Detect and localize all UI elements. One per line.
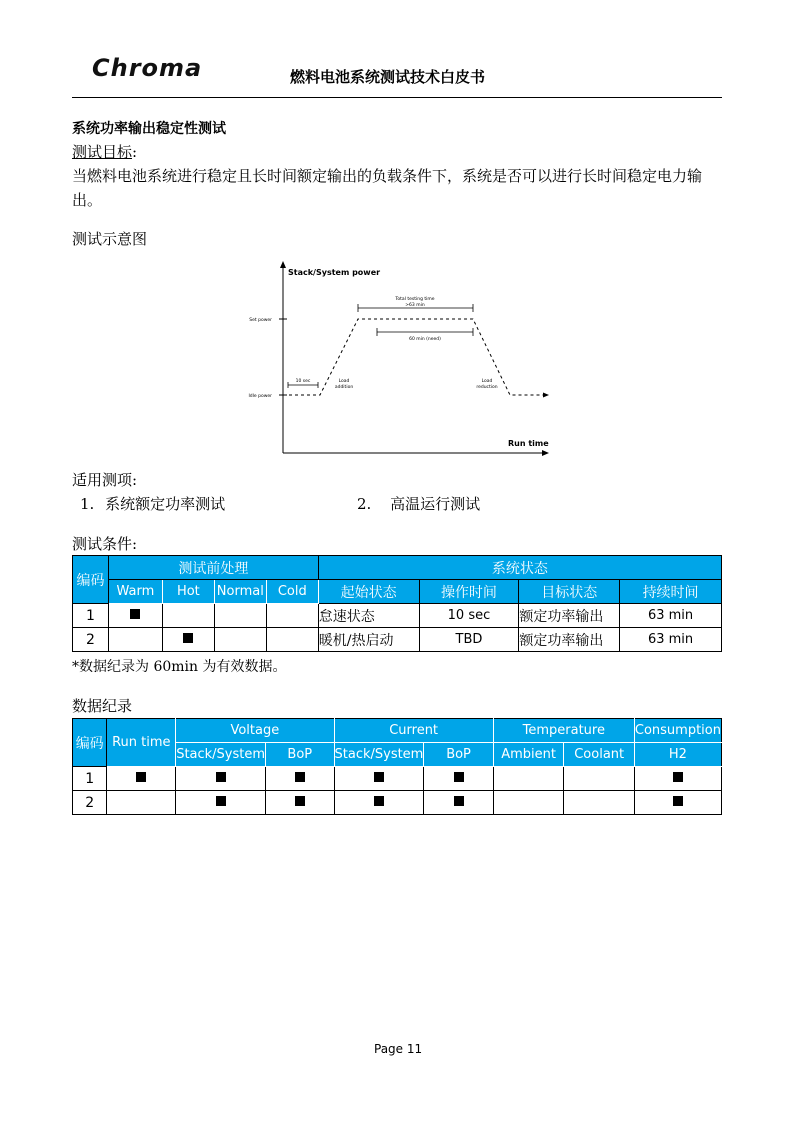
mark-cell [107,767,176,791]
mark-cell [214,628,266,652]
col-voltage-bop: BoP [266,743,334,767]
row-id: 2 [73,628,109,652]
col-runtime-header: Run time [107,719,176,767]
table-row [73,604,722,628]
mark-cell [107,791,176,815]
applicable-item-1 [80,493,225,514]
total-time-label-1: Total testing time [395,297,435,302]
section-title: 系统功率输出稳定性测试 [72,121,226,137]
col-current-stack: Stack/System [334,743,424,767]
mark-cell [424,791,493,815]
col-id-header: 编码 [73,556,109,604]
check-square-icon [216,796,226,806]
mark-cell [162,604,214,628]
col-start-state: 起始状态 [318,580,419,604]
mark-cell [564,791,634,815]
diagram-label: 测试示意图 [72,230,148,248]
document-title: 燃料电池系统测试技术白皮书 [290,68,486,86]
duration-cell: 63 min [620,604,722,628]
row-id: 2 [73,791,107,815]
check-square-icon [136,772,146,782]
mark-cell [162,628,214,652]
mark-cell [493,791,564,815]
set-power-label: Set power [249,318,272,323]
consumption-header: Consumption [634,719,721,743]
list-text: 高温运行测试 [390,495,481,513]
mark-cell [176,791,266,815]
mark-cell [108,604,162,628]
power-profile-line [283,319,545,395]
col-ambient: Ambient [493,743,564,767]
col-hot: Hot [162,580,214,604]
duration-cell: 63 min [620,628,722,652]
conditions-header-row-2 [73,580,722,604]
mark-cell [493,767,564,791]
header-divider [72,97,722,98]
check-square-icon [374,772,384,782]
mark-cell [634,791,721,815]
temperature-header: Temperature [493,719,634,743]
load-reduction-label-1: Load [481,379,493,384]
mark-cell [266,767,334,791]
system-state-header: 系统状态 [318,556,721,580]
col-h2: H2 [634,743,721,767]
mark-cell [424,767,493,791]
list-text: 系统额定功率测试 [105,495,226,513]
mark-cell [334,791,424,815]
col-duration: 持续时间 [620,580,722,604]
mark-cell [564,767,634,791]
op-time-cell: TBD [419,628,519,652]
col-target-state: 目标状态 [519,580,620,604]
col-voltage-stack: Stack/System [176,743,266,767]
conditions-note: *数据纪录为 60min 为有效数据。 [72,659,287,675]
conditions-table [72,555,722,652]
target-state-cell: 额定功率输出 [519,628,620,652]
check-square-icon [454,796,464,806]
load-addition-label-1: Load [338,379,350,384]
start-state-cell: 暖机/热启动 [318,628,419,652]
conditions-header-row-1 [73,556,722,580]
page-number: Page 11 [374,1042,423,1056]
target-state-cell: 额定功率输出 [519,604,620,628]
records-label: 数据纪录 [72,697,133,715]
col-warm: Warm [108,580,162,604]
check-square-icon [295,796,305,806]
sixty-min-label: 60 min (need) [409,337,441,342]
y-axis-label: Stack/System power [288,268,381,277]
x-axis-arrow [542,450,549,456]
x-axis-label: Run time [508,439,549,448]
mark-cell [634,767,721,791]
test-schematic-diagram [240,258,560,458]
col-op-time: 操作时间 [419,580,519,604]
col-cold: Cold [266,580,318,604]
conditions-label: 测试条件: [72,535,138,553]
total-time-label-2: >63 min [405,303,425,308]
current-header: Current [334,719,493,743]
mark-cell [266,628,318,652]
table-row [73,628,722,652]
col-current-bop: BoP [424,743,493,767]
check-square-icon [454,772,464,782]
mark-cell [266,791,334,815]
load-reduction-label-2: reduction [476,385,498,390]
mark-cell [108,628,162,652]
start-state-cell: 怠速状态 [318,604,419,628]
check-square-icon [130,609,140,619]
mark-cell [176,767,266,791]
check-square-icon [216,772,226,782]
list-number: 2. [357,495,372,513]
op-time-cell: 10 sec [419,604,519,628]
voltage-header: Voltage [176,719,334,743]
load-addition-label-2: addition [334,385,354,390]
check-square-icon [673,772,683,782]
col-coolant: Coolant [564,743,634,767]
check-square-icon [295,772,305,782]
list-number: 1. [80,495,95,513]
pre-treatment-header: 测试前处理 [108,556,318,580]
row-id: 1 [73,767,107,791]
records-table [72,718,722,815]
table-row [73,767,722,791]
mark-cell [334,767,424,791]
ten-sec-label: 10 sec [295,379,311,384]
mark-cell [266,604,318,628]
applicable-item-2 [357,493,480,514]
table-row [73,791,722,815]
check-square-icon [183,633,193,643]
goal-heading [72,141,137,162]
row-id: 1 [73,604,109,628]
goal-colon: : [132,143,138,161]
goal-label: 测试目标 [72,143,133,161]
col-id-header: 编码 [73,719,107,767]
profile-arrow [543,393,549,398]
y-axis-arrow [280,261,286,268]
goal-text: 当燃料电池系统进行稳定且长时间额定输出的负载条件下，系统是否可以进行长时间稳定电力输出。 [72,167,703,209]
check-square-icon [374,796,384,806]
col-normal: Normal [214,580,266,604]
mark-cell [214,604,266,628]
records-header-row-1 [73,719,722,743]
idle-power-label: Idle power [248,394,272,399]
chroma-logo: Chroma [92,54,203,82]
check-square-icon [673,796,683,806]
applicable-label: 适用测项: [72,471,138,489]
